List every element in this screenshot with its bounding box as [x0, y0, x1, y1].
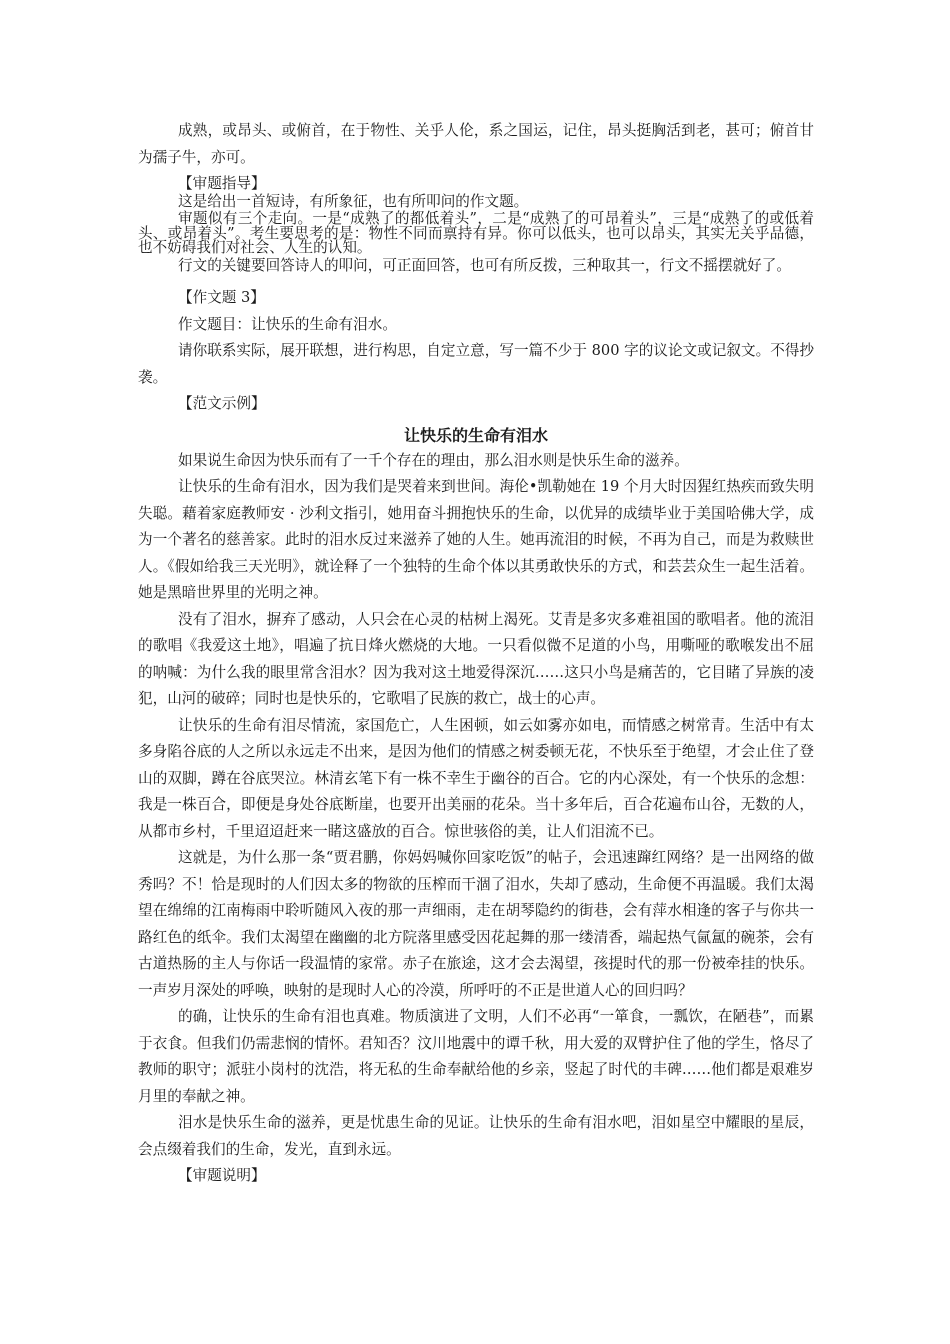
sample-label: 【范文示例】	[178, 395, 266, 412]
essay-paragraph: 让快乐的生命有泪尽情流，家国危亡，人生困顿，如云如雾亦如电，而情感之树常青。生活中有太多身陷谷底的人之所以永远走不出来，是因为他们的情感之树委顿无花，不快乐至于绝望，才会止住了登山的双脚，蹲在谷底哭泣。林清玄笔下有一株不幸生于幽谷的百合。它的内心深处，有一个快乐的念想：我是一株百合，即便是身处谷底断崖，也要开出美丽的花朵。当十多年后，百合花遍布山谷，无数的人，从都市乡村，千里迢迢赶来一睹这盛放的百合。惊世骇俗的美，让人们泪流不已。	[138, 716, 814, 840]
topic3-label: 【作文题 3】	[178, 289, 265, 306]
essay-paragraph: 的确，让快乐的生命有泪也真难。物质演进了文明，人们不必再“一箪食，一瓢饮，在陋巷”，而累于衣食。但我们仍需悲悯的情怀。君知否？汶川地震中的谭千秋，用大爱的双臂护住了他的学生，恪尽了教师的职守；派驻小岗村的沈浩，将无私的生命奉献给他的乡亲，竖起了时代的丰碑……他们都是艰难岁月里的奉献之神。	[138, 1008, 814, 1105]
essay-paragraph: 让快乐的生命有泪水，因为我们是哭着来到世间。海伦•凯勒她在 19 个月大时因猩红热疾而致失明失聪。藉着家庭教师安 · 沙利文指引，她用奋斗拥抱快乐的生命，以优异的成绩毕业于美国哈佛大学，成为一个著名的慈善家。此时的泪水反过来滋养了她的人生。她再流泪的时候，不再为自己，而是为救赎世人。《假如给我三天光明》，就诠释了一个独特的生命个体以其勇敢快乐的方式，和芸芸众生一起生活着。她是黑暗世界里的光明之神。	[138, 478, 814, 601]
topic3-requirement: 请你联系实际，展开联想，进行构思，自定立意，写一篇不少于 800 字的议论文或记叙文。不得抄袭。	[138, 342, 814, 386]
topic3-title-line: 作文题目：让快乐的生命有泪水。	[178, 315, 397, 333]
explain-label: 【审题说明】	[178, 1167, 266, 1184]
essay-paragraph: 如果说生命因为快乐而有了一千个存在的理由，那么泪水则是快乐生命的滋养。	[178, 451, 689, 469]
guide-paragraph-1: 这是给出一首短诗，有所象征，也有所叩问的作文题。	[178, 192, 529, 210]
essay-paragraph: 泪水是快乐生命的滋养，更是忧患生命的见证。让快乐的生命有泪水吧，泪如星空中耀眼的星辰，会点缀着我们的生命，发光，直到永远。	[138, 1114, 814, 1158]
document-page	[138, 118, 814, 1190]
intro-paragraph: 成熟，或昂头、或俯首，在于物性、关乎人伦，系之国运，记住，昂头挺胸活到老，甚可；俯首甘为孺子牛，亦可。	[138, 122, 814, 166]
essay-title: 让快乐的生命有泪水	[403, 425, 548, 445]
guide-paragraph-3: 行文的关键要回答诗人的叩问，可正面回答，也可有所反拨，三种取其一，行文不摇摆就好了。	[178, 256, 791, 274]
guide-paragraph-2: 审题似有三个走向。一是“成熟了的都低着头”，二是“成熟了的可昂着头”，三是“成熟了的或低着头、或昂着头”。考生要思考的是：物性不同而禀持有异。你可以低头，也可以昂头，其实无关乎品德，也不妨碍我们对社会、人生的认知。	[138, 210, 814, 256]
essay-paragraph: 没有了泪水，摒弃了感动，人只会在心灵的枯树上渴死。艾青是多灾多难祖国的歌唱者。他的流泪的歌唱《我爱这土地》，唱遍了抗日烽火燃烧的大地。一只看似微不足道的小鸟，用嘶哑的歌喉发出不屈的呐喊：为什么我的眼里常含泪水？因为我对这土地爱得深沉……这只小鸟是痛苦的，它目睹了异族的凌犯，山河的破碎；同时也是快乐的，它歌唱了民族的救亡，战士的心声。	[138, 610, 814, 707]
essay-paragraph: 这就是，为什么那一条“贾君鹏，你妈妈喊你回家吃饭”的帖子，会迅速蹿红网络？是一出网络的做秀吗？不！恰是现时的人们因太多的物欲的压榨而干涸了泪水，失却了感动，生命便不再温暖。我们太渴望在绵绵的江南梅雨中聆听随风入夜的那一声细雨，走在胡琴隐约的街巷，会有萍水相逢的客子与你共一路红色的纸伞。我们太渴望在幽幽的北方院落里感受因花起舞的那一缕清香，端起热气氤氲的碗茶，会有古道热肠的主人与你话一段温情的家常。赤子在旅途，这才会去渴望，孩提时代的那一份被牵挂的快乐。一声岁月深处的呼唤，映射的是现时人心的冷漠，所呼吁的不正是世道人心的回归吗？	[138, 849, 814, 999]
guide-label: 【审题指导】	[178, 175, 266, 192]
